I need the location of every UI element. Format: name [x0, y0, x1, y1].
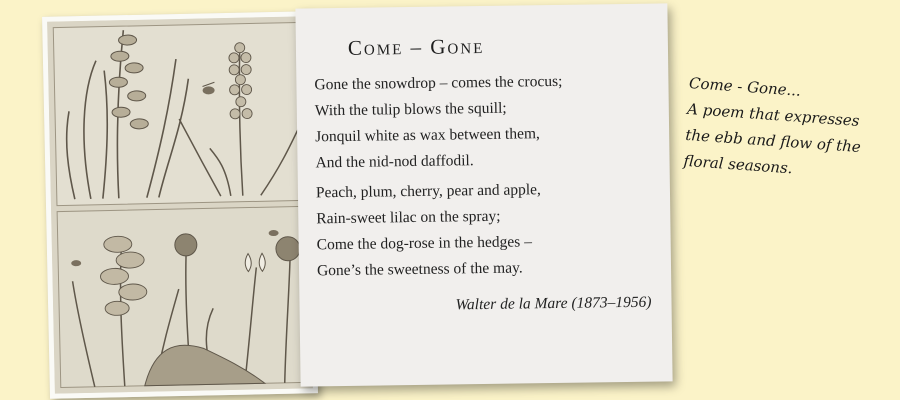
poem-line: Jonquil white as wax between them,	[315, 125, 540, 146]
botanical-engraving-photo	[42, 11, 318, 399]
note-line: the ebb and flow of the	[684, 125, 862, 157]
poem-stanza-2	[316, 176, 657, 285]
note-line: Come - Gone...	[688, 73, 802, 100]
poem-line: Peach, plum, cherry, pear and apple,	[315, 181, 542, 202]
poem-page	[295, 3, 672, 386]
poem-stanza-1	[314, 68, 655, 177]
poem-line: Rain-sweet lilac on the spray;	[316, 207, 501, 228]
note-line: A poem that expresses	[686, 99, 860, 130]
poem-author: Walter de la Mare (1873–1956)	[455, 293, 652, 314]
poem-line: Come the dog-rose in the hedges –	[316, 233, 533, 254]
poem-line: Gone the snowdrop – comes the crocus;	[314, 72, 563, 94]
poem-line: Gone’s the sweetness of the may.	[316, 259, 523, 280]
botanical-engraving-illustration	[47, 16, 313, 393]
poem-line: And the nid-nod daffodil.	[315, 152, 474, 172]
poem-title: Come – Gone	[347, 33, 485, 60]
handwritten-note	[683, 70, 890, 188]
note-line: floral seasons.	[683, 151, 794, 178]
poem-line: With the tulip blows the squill;	[314, 99, 507, 120]
